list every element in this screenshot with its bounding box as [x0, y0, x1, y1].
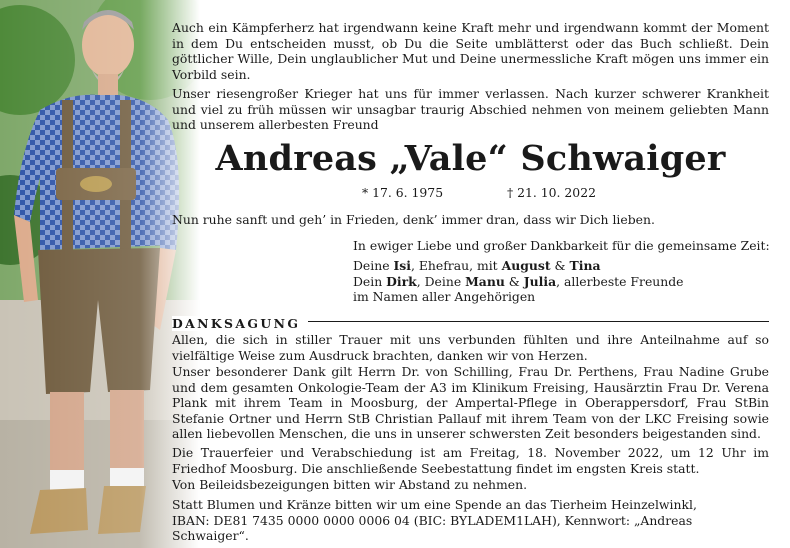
deceased-name: Andreas „Vale“ Schwaiger	[215, 138, 726, 179]
danksagung-heading: DANKSAGUNG	[172, 313, 769, 329]
death-date: † 21. 10. 2022	[507, 185, 596, 200]
thanks-paragraph-1: Allen, die sich in stiller Trauer mit uns verbunden fühlten und ihre Anteilnahme auf so vielfältige Weise zum Ausdruck brachten, danken wir von Herzen.	[172, 332, 769, 363]
family-signatures	[353, 258, 773, 305]
portrait-photo	[0, 0, 200, 548]
family-line-wife: Deine Isi, Ehefrau, mit August & Tina	[353, 258, 601, 273]
condolence-note: Von Beileidsbezeigungen bitten wir Abstand zu nehmen.	[172, 477, 528, 492]
intro-paragraph: Auch ein Kämpferherz hat irgendwann keine Kraft mehr und irgendwann kommt der Moment in dem Du entscheiden musst, ob Du die Seite umblätterst oder das Buch schließt. Dein göttlicher Wille, Dein unglaublicher Mut und Deine unermessliche Kraft mögen uns immer ein Vorbild sein.	[172, 20, 769, 82]
birth-date: * 17. 6. 1975	[362, 185, 444, 200]
donation-info	[172, 497, 769, 544]
donation-line: Statt Blumen und Kränze bitten wir um eine Spende an das Tierheim Heinzelwinkl,	[172, 497, 697, 512]
announcement-paragraph: Unser riesengroßer Krieger hat uns für immer verlassen. Nach kurzer schwerer Krankheit und viel zu früh müssen wir unsagbar traurig Abschied nehmen von meinem geliebten Mann und unserem allerbesten Freund	[172, 86, 769, 133]
farewell-line: Nun ruhe sanft und geh’ in Frieden, denk’ immer dran, dass wir Dich lieben.	[172, 212, 655, 227]
family-intro: In ewiger Liebe und großer Dankbarkeit für die gemeinsame Zeit:	[353, 238, 770, 253]
iban-line: IBAN: DE81 7435 0000 0000 0006 04 (BIC: BYLADEM1LAH), Kennwort: „Andreas Schwaiger“.	[172, 512, 693, 544]
family-line-relatives: im Namen aller Angehörigen	[353, 289, 536, 305]
thanks-paragraph-2: Unser besonderer Dank gilt Herrn Dr. von Schilling, Frau Dr. Perthens, Frau Nadine Grube und dem gesamten Onkologie-Team der A3 im Klinikum Freising, Hausärztin Frau Dr. Verena Plank mit ihrem Team in Moosburg, der Ampertal-Pflege in Oberappersdorf, Frau StBin Stefanie Ortner und Herrn StB Christian Pallauf mit ihrem Team von der LKC Freising sowie allen liebevollen Menschen, die uns in unserer schwersten Zeit besonders beigestanden sind.	[172, 364, 769, 442]
funeral-info: Die Trauerfeier und Verabschiedung ist am Freitag, 18. November 2022, um 12 Uhr im Friedhof Moosburg. Die anschließende Seebestattung findet im engsten Kreis statt.	[172, 445, 769, 476]
family-line-friends: Dein Dirk, Deine Manu & Julia, allerbeste Freunde	[353, 273, 684, 289]
